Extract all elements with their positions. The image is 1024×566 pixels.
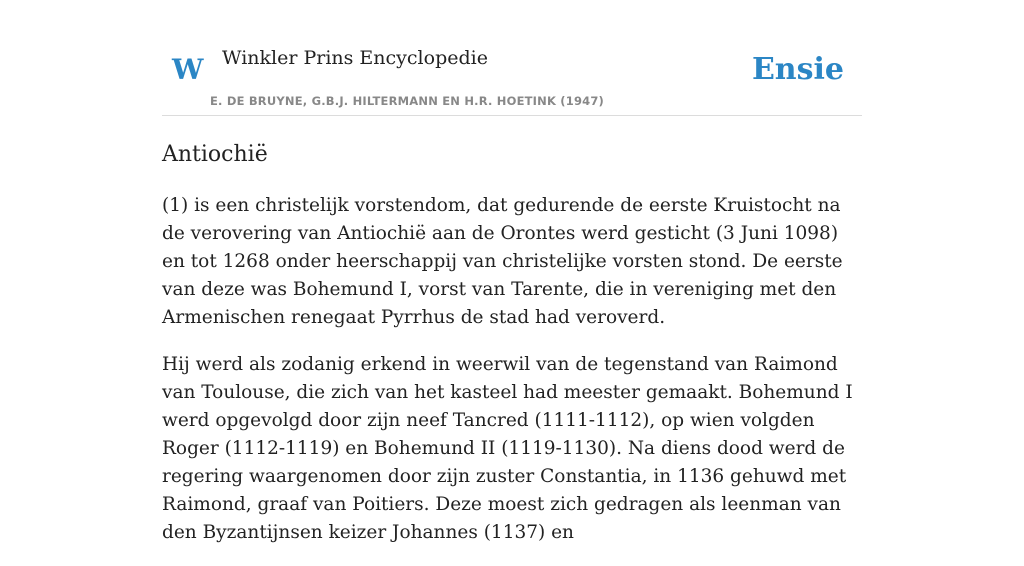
site-subtitle: E. DE BRUYNE, G.B.J. HILTERMANN EN H.R. HOETINK (1947) (210, 94, 605, 108)
article-paragraph: (1) is een christelijk vorstendom, dat gedurende de eerste Kruistocht na de verovering van Antiochië aan de Orontes werd gesticht (3 Juni 1098) en tot 1268 onder heerschappij van christelijke vorsten stond. De eerste van deze was Bohemund I, vorst van Tarente, die in vereniging met den Armenischen renegaat Pyrrhus de stad had veroverd. (162, 195, 843, 328)
article-body (162, 192, 862, 566)
article-paragraph: Hij werd als zodanig erkend in weerwil van de tegenstand van Raimond van Toulouse, die zich van het kasteel had meester gemaakt. Bohemund I werd opgevolgd door zijn neef Tancred (1111-1112), op wien volgden Roger (1112-1119) en Bohemund II (1119-1130). Na diens dood werd de regering waargenomen door zijn zuster Constantia, in 1136 gehuwd met Raimond, graaf van Poitiers. Deze moest zich gedragen als leenman van den Byzantijnsen keizer Johannes (1137) en (162, 354, 853, 543)
ensie-logo-link[interactable]: Ensie (751, 52, 844, 87)
winkler-prins-logo[interactable]: W (172, 53, 204, 86)
site-title[interactable]: Winkler Prins Encyclopedie (222, 47, 488, 69)
page-container (162, 0, 862, 543)
site-header (162, 0, 862, 116)
article-title: Antiochië (162, 142, 268, 167)
